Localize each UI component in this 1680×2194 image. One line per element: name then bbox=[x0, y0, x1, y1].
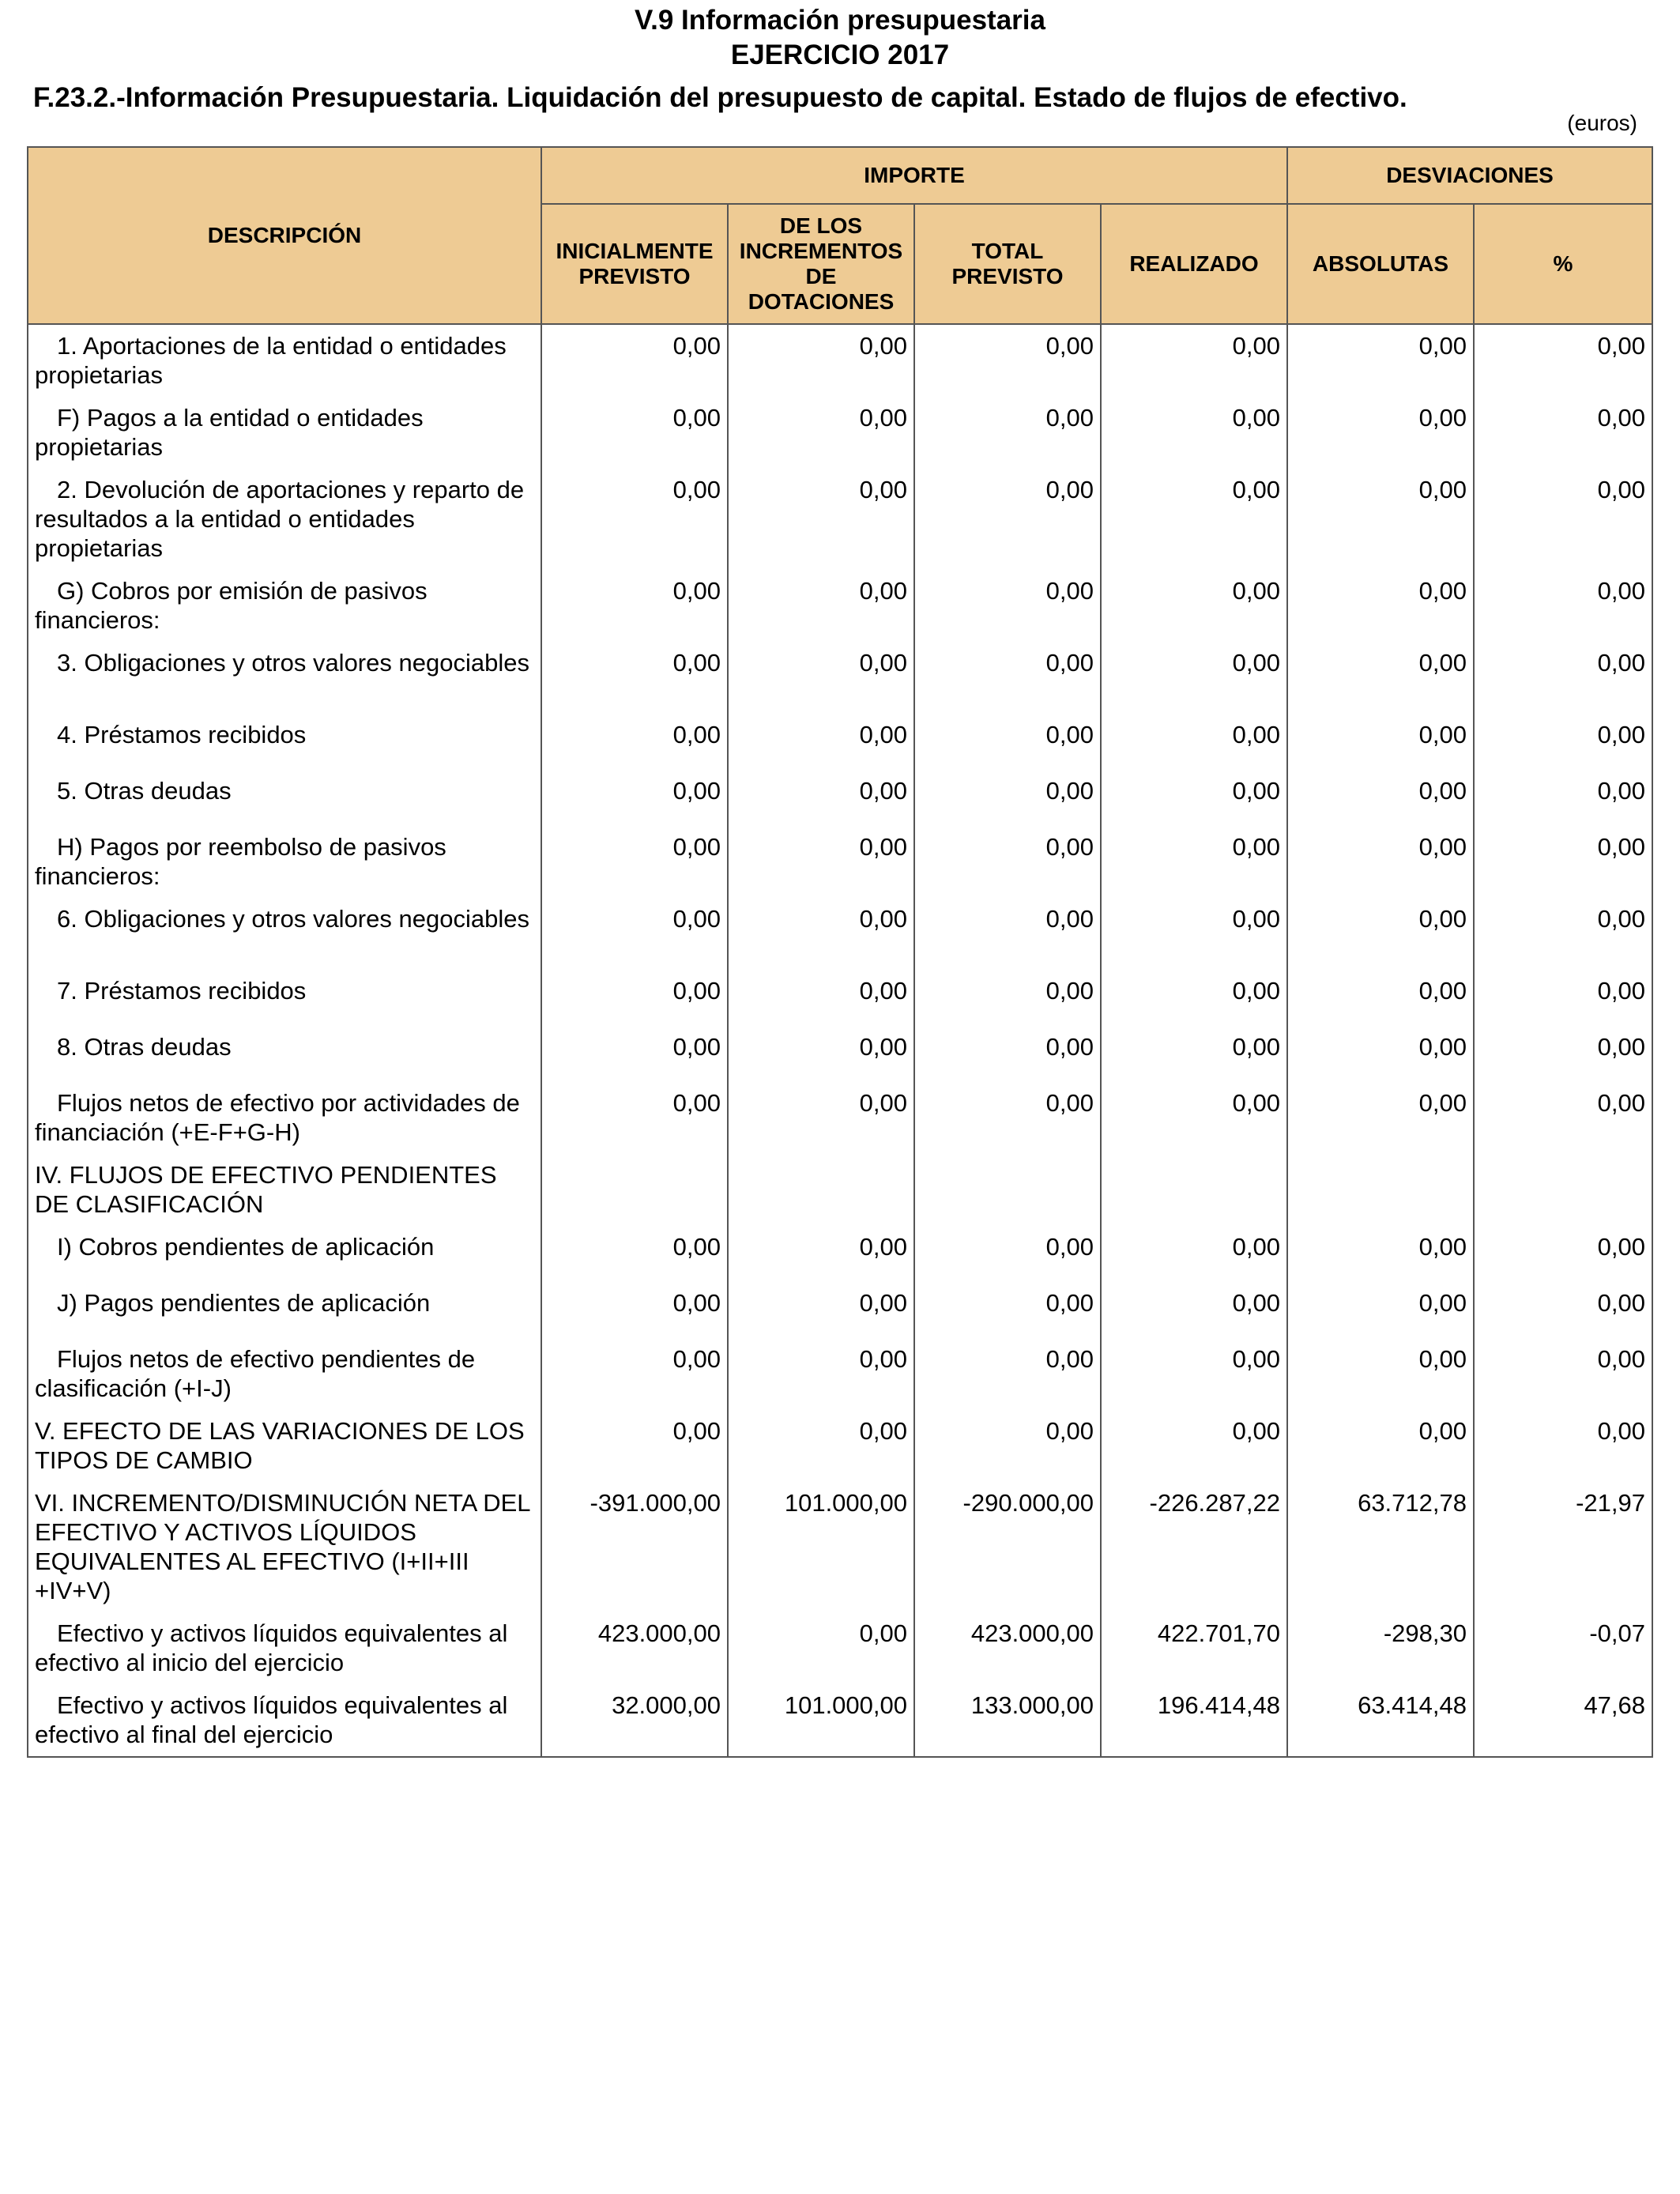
cell-total: -290.000,00 bbox=[914, 1482, 1101, 1612]
row-description: Flujos netos de efectivo pendientes de clasificación (+I-J) bbox=[28, 1338, 541, 1410]
cell-pct: 0,00 bbox=[1474, 570, 1652, 642]
cell-total bbox=[914, 1154, 1101, 1226]
fiscal-year: EJERCICIO 2017 bbox=[730, 40, 950, 70]
cell-total: 0,00 bbox=[914, 826, 1101, 898]
cell-total: 0,00 bbox=[914, 1282, 1101, 1338]
cash-flow-table bbox=[27, 146, 1653, 1758]
row-description: 3. Obligaciones y otros valores negociables bbox=[28, 642, 541, 714]
cell-pct: 0,00 bbox=[1474, 1082, 1652, 1154]
cell-inicial: 0,00 bbox=[541, 898, 728, 970]
cell-realizado: 0,00 bbox=[1101, 570, 1287, 642]
cell-pct: 0,00 bbox=[1474, 1026, 1652, 1082]
cell-absolutas: 0,00 bbox=[1287, 1282, 1474, 1338]
cell-incrementos: 0,00 bbox=[728, 1338, 914, 1410]
row-description: Efectivo y activos líquidos equivalentes al efectivo al final del ejercicio bbox=[28, 1684, 541, 1757]
row-description: 5. Otras deudas bbox=[28, 770, 541, 826]
cell-total: 423.000,00 bbox=[914, 1612, 1101, 1684]
cell-incrementos: 0,00 bbox=[728, 826, 914, 898]
header-absolutas: ABSOLUTAS bbox=[1287, 204, 1474, 324]
cell-pct: 0,00 bbox=[1474, 970, 1652, 1026]
cell-absolutas: 0,00 bbox=[1287, 570, 1474, 642]
cell-total: 0,00 bbox=[914, 1082, 1101, 1154]
cell-absolutas: 0,00 bbox=[1287, 1410, 1474, 1482]
cell-realizado: 0,00 bbox=[1101, 397, 1287, 469]
cell-inicial: 0,00 bbox=[541, 970, 728, 1026]
cell-incrementos: 0,00 bbox=[728, 898, 914, 970]
cell-inicial: 0,00 bbox=[541, 1026, 728, 1082]
cell-pct: 0,00 bbox=[1474, 1410, 1652, 1482]
cell-absolutas: 0,00 bbox=[1287, 826, 1474, 898]
cell-incrementos: 0,00 bbox=[728, 1082, 914, 1154]
cell-inicial: 0,00 bbox=[541, 469, 728, 570]
cell-realizado: 0,00 bbox=[1101, 1410, 1287, 1482]
row-description: 2. Devolución de aportaciones y reparto de resultados a la entidad o entidades propietarias bbox=[28, 469, 541, 570]
cell-absolutas: 0,00 bbox=[1287, 1082, 1474, 1154]
cell-inicial: 0,00 bbox=[541, 1338, 728, 1410]
cell-realizado bbox=[1101, 1154, 1287, 1226]
cell-realizado: 0,00 bbox=[1101, 970, 1287, 1026]
table-row bbox=[28, 397, 1652, 469]
table-row bbox=[28, 1684, 1652, 1757]
cell-total: 0,00 bbox=[914, 642, 1101, 714]
cell-incrementos: 0,00 bbox=[728, 714, 914, 770]
table-row bbox=[28, 642, 1652, 714]
table-row bbox=[28, 1338, 1652, 1410]
header-incrementos-dotaciones: DE LOS INCREMENTOS DE DOTACIONES bbox=[728, 204, 914, 324]
cell-inicial: 0,00 bbox=[541, 826, 728, 898]
cell-absolutas: 0,00 bbox=[1287, 642, 1474, 714]
cell-absolutas: 0,00 bbox=[1287, 397, 1474, 469]
cell-pct: 47,68 bbox=[1474, 1684, 1652, 1757]
cell-inicial: 0,00 bbox=[541, 770, 728, 826]
cell-absolutas: 0,00 bbox=[1287, 1026, 1474, 1082]
cell-inicial: 0,00 bbox=[541, 397, 728, 469]
cell-pct: 0,00 bbox=[1474, 1226, 1652, 1282]
header-total-previsto: TOTAL PREVISTO bbox=[914, 204, 1101, 324]
cell-inicial: 0,00 bbox=[541, 570, 728, 642]
cell-incrementos: 0,00 bbox=[728, 1410, 914, 1482]
cell-incrementos: 0,00 bbox=[728, 642, 914, 714]
table-row bbox=[28, 1612, 1652, 1684]
cell-absolutas: 0,00 bbox=[1287, 770, 1474, 826]
cell-pct: -21,97 bbox=[1474, 1482, 1652, 1612]
cell-total: 0,00 bbox=[914, 898, 1101, 970]
cell-incrementos: 0,00 bbox=[728, 970, 914, 1026]
cell-pct: 0,00 bbox=[1474, 397, 1652, 469]
table-row bbox=[28, 1282, 1652, 1338]
cell-realizado: 0,00 bbox=[1101, 1338, 1287, 1410]
row-description: Efectivo y activos líquidos equivalentes al efectivo al inicio del ejercicio bbox=[28, 1612, 541, 1684]
cell-inicial: 0,00 bbox=[541, 1282, 728, 1338]
cell-pct: 0,00 bbox=[1474, 469, 1652, 570]
header-descripcion: DESCRIPCIÓN bbox=[28, 147, 541, 324]
table-row bbox=[28, 1226, 1652, 1282]
cell-total: 0,00 bbox=[914, 1026, 1101, 1082]
header-inicialmente-previsto: INICIALMENTE PREVISTO bbox=[541, 204, 728, 324]
table-row bbox=[28, 469, 1652, 570]
row-description: I) Cobros pendientes de aplicación bbox=[28, 1226, 541, 1282]
cell-absolutas: 0,00 bbox=[1287, 1338, 1474, 1410]
cell-incrementos: 0,00 bbox=[728, 469, 914, 570]
row-description: 1. Aportaciones de la entidad o entidades propietarias bbox=[28, 324, 541, 397]
cell-pct: 0,00 bbox=[1474, 714, 1652, 770]
cell-realizado: 0,00 bbox=[1101, 714, 1287, 770]
table-row bbox=[28, 1482, 1652, 1612]
cell-inicial bbox=[541, 1154, 728, 1226]
cell-total: 0,00 bbox=[914, 1338, 1101, 1410]
cell-incrementos: 0,00 bbox=[728, 770, 914, 826]
row-description: VI. INCREMENTO/DISMINUCIÓN NETA DEL EFECTIVO Y ACTIVOS LÍQUIDOS EQUIVALENTES AL EFECTIVO (I+II+III +IV+V) bbox=[28, 1482, 541, 1612]
row-description: F) Pagos a la entidad o entidades propietarias bbox=[28, 397, 541, 469]
cell-inicial: 0,00 bbox=[541, 1082, 728, 1154]
cell-realizado: 196.414,48 bbox=[1101, 1684, 1287, 1757]
cell-total: 0,00 bbox=[914, 770, 1101, 826]
cell-inicial: 423.000,00 bbox=[541, 1612, 728, 1684]
cell-inicial: 32.000,00 bbox=[541, 1684, 728, 1757]
row-description: J) Pagos pendientes de aplicación bbox=[28, 1282, 541, 1338]
cell-absolutas: -298,30 bbox=[1287, 1612, 1474, 1684]
cell-total: 0,00 bbox=[914, 970, 1101, 1026]
table-body bbox=[28, 324, 1652, 1757]
cell-realizado: 0,00 bbox=[1101, 770, 1287, 826]
table-row bbox=[28, 714, 1652, 770]
table-row bbox=[28, 1026, 1652, 1082]
header-importe: IMPORTE bbox=[541, 147, 1287, 204]
cell-incrementos: 0,00 bbox=[728, 1282, 914, 1338]
cell-absolutas: 63.712,78 bbox=[1287, 1482, 1474, 1612]
table-row bbox=[28, 898, 1652, 970]
cell-inicial: 0,00 bbox=[541, 1410, 728, 1482]
row-description: H) Pagos por reembolso de pasivos financieros: bbox=[28, 826, 541, 898]
row-description: Flujos netos de efectivo por actividades de financiación (+E-F+G-H) bbox=[28, 1082, 541, 1154]
cell-realizado: -226.287,22 bbox=[1101, 1482, 1287, 1612]
cell-inicial: 0,00 bbox=[541, 324, 728, 397]
table-row bbox=[28, 1154, 1652, 1226]
page-title: V.9 Información presupuestaria bbox=[635, 5, 1045, 36]
cell-pct: 0,00 bbox=[1474, 826, 1652, 898]
cell-incrementos bbox=[728, 1154, 914, 1226]
table-row bbox=[28, 324, 1652, 397]
cell-total: 0,00 bbox=[914, 570, 1101, 642]
report-subtitle: F.23.2.-Información Presupuestaria. Liquidación del presupuesto de capital. Estado de flujos de efectivo. bbox=[33, 82, 1407, 113]
table-row bbox=[28, 826, 1652, 898]
cell-total: 0,00 bbox=[914, 1226, 1101, 1282]
table-row bbox=[28, 970, 1652, 1026]
table-row bbox=[28, 570, 1652, 642]
cell-total: 0,00 bbox=[914, 324, 1101, 397]
cell-absolutas: 0,00 bbox=[1287, 898, 1474, 970]
cell-realizado: 0,00 bbox=[1101, 1226, 1287, 1282]
cell-realizado: 0,00 bbox=[1101, 1082, 1287, 1154]
cell-absolutas: 0,00 bbox=[1287, 324, 1474, 397]
cell-pct: 0,00 bbox=[1474, 1338, 1652, 1410]
row-description: 4. Préstamos recibidos bbox=[28, 714, 541, 770]
cell-inicial: 0,00 bbox=[541, 642, 728, 714]
row-description: 8. Otras deudas bbox=[28, 1026, 541, 1082]
cell-realizado: 0,00 bbox=[1101, 1282, 1287, 1338]
cell-realizado: 0,00 bbox=[1101, 469, 1287, 570]
cell-realizado: 0,00 bbox=[1101, 642, 1287, 714]
cell-inicial: -391.000,00 bbox=[541, 1482, 728, 1612]
cell-total: 0,00 bbox=[914, 1410, 1101, 1482]
cell-absolutas bbox=[1287, 1154, 1474, 1226]
cell-total: 0,00 bbox=[914, 397, 1101, 469]
row-description: 6. Obligaciones y otros valores negociables bbox=[28, 898, 541, 970]
cell-total: 133.000,00 bbox=[914, 1684, 1101, 1757]
header-percent: % bbox=[1474, 204, 1652, 324]
cell-incrementos: 0,00 bbox=[728, 570, 914, 642]
row-description: V. EFECTO DE LAS VARIACIONES DE LOS TIPOS DE CAMBIO bbox=[28, 1410, 541, 1482]
cell-absolutas: 0,00 bbox=[1287, 1226, 1474, 1282]
cell-pct bbox=[1474, 1154, 1652, 1226]
cell-pct: 0,00 bbox=[1474, 642, 1652, 714]
cell-absolutas: 63.414,48 bbox=[1287, 1684, 1474, 1757]
header-realizado: REALIZADO bbox=[1101, 204, 1287, 324]
cell-pct: 0,00 bbox=[1474, 1282, 1652, 1338]
cell-realizado: 0,00 bbox=[1101, 1026, 1287, 1082]
cell-realizado: 0,00 bbox=[1101, 324, 1287, 397]
cell-incrementos: 0,00 bbox=[728, 397, 914, 469]
cell-total: 0,00 bbox=[914, 714, 1101, 770]
cell-incrementos: 0,00 bbox=[728, 324, 914, 397]
header-desviaciones: DESVIACIONES bbox=[1287, 147, 1652, 204]
cell-pct: 0,00 bbox=[1474, 770, 1652, 826]
cell-realizado: 0,00 bbox=[1101, 898, 1287, 970]
cell-absolutas: 0,00 bbox=[1287, 970, 1474, 1026]
cell-incrementos: 0,00 bbox=[728, 1226, 914, 1282]
table-row bbox=[28, 770, 1652, 826]
cell-realizado: 0,00 bbox=[1101, 826, 1287, 898]
cell-pct: 0,00 bbox=[1474, 324, 1652, 397]
cell-incrementos: 101.000,00 bbox=[728, 1684, 914, 1757]
cell-absolutas: 0,00 bbox=[1287, 469, 1474, 570]
table-row bbox=[28, 1410, 1652, 1482]
cell-pct: -0,07 bbox=[1474, 1612, 1652, 1684]
cell-pct: 0,00 bbox=[1474, 898, 1652, 970]
cell-inicial: 0,00 bbox=[541, 1226, 728, 1282]
currency-units: (euros) bbox=[1567, 111, 1637, 135]
cell-incrementos: 101.000,00 bbox=[728, 1482, 914, 1612]
cell-incrementos: 0,00 bbox=[728, 1612, 914, 1684]
table-row bbox=[28, 1082, 1652, 1154]
row-description: G) Cobros por emisión de pasivos financieros: bbox=[28, 570, 541, 642]
cell-inicial: 0,00 bbox=[541, 714, 728, 770]
row-description: IV. FLUJOS DE EFECTIVO PENDIENTES DE CLASIFICACIÓN bbox=[28, 1154, 541, 1226]
cell-absolutas: 0,00 bbox=[1287, 714, 1474, 770]
cell-incrementos: 0,00 bbox=[728, 1026, 914, 1082]
cell-total: 0,00 bbox=[914, 469, 1101, 570]
cell-realizado: 422.701,70 bbox=[1101, 1612, 1287, 1684]
row-description: 7. Préstamos recibidos bbox=[28, 970, 541, 1026]
